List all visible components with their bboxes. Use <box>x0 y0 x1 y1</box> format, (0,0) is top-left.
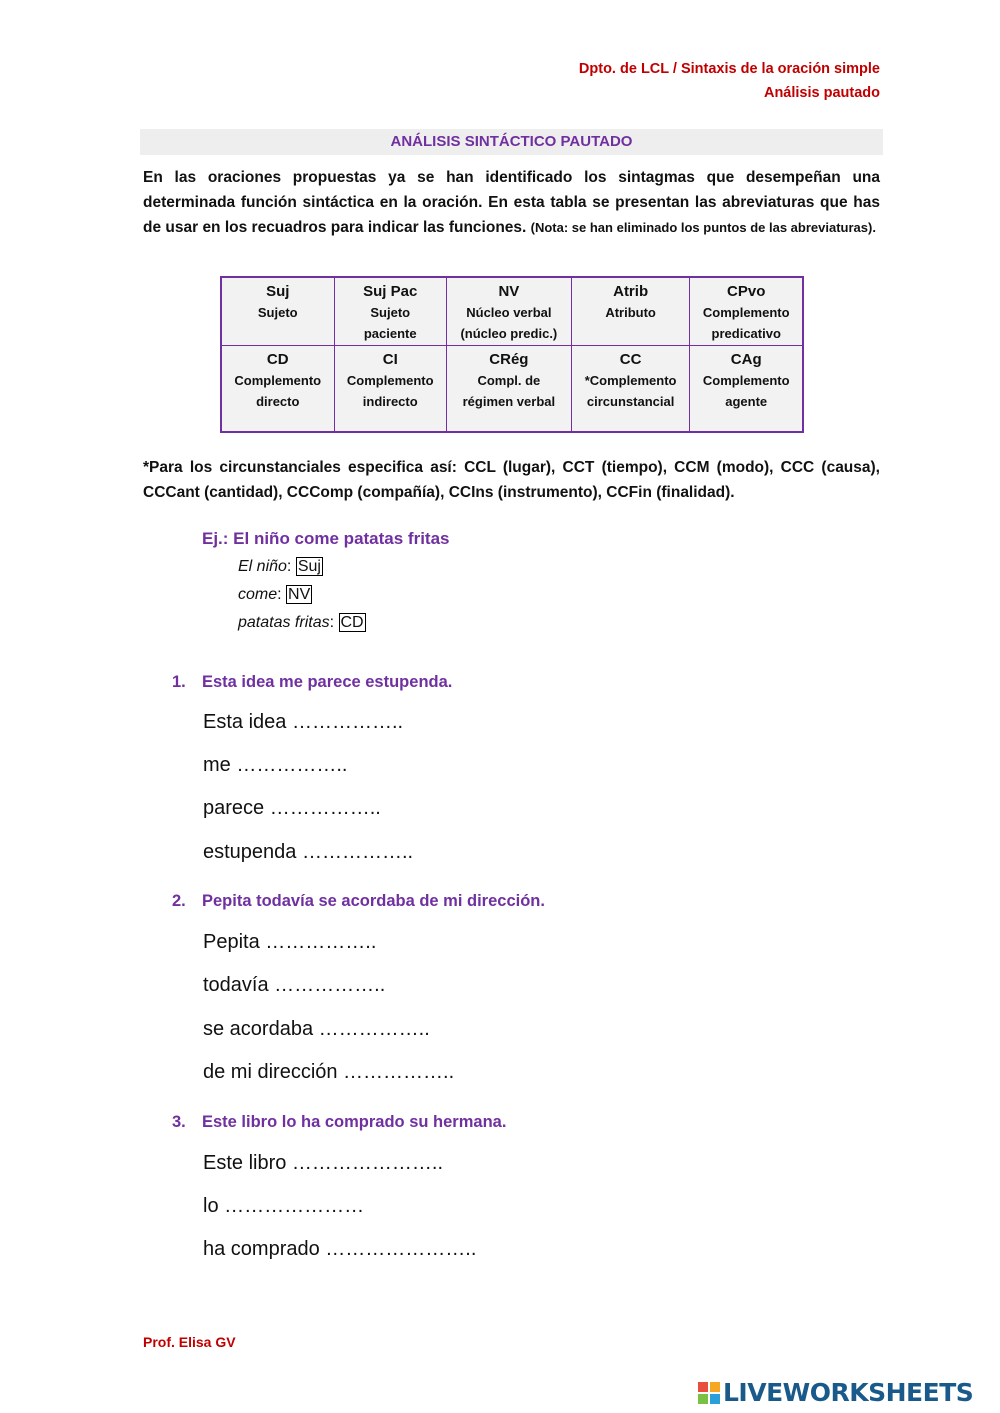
circumstantial-note: *Para los circunstanciales especifica así: CCL (lugar), CCT (tiempo), CCM (modo), CCC (causa), CCCant (cantidad), CCComp (compañía), CCIns (instrumento), CCFin (finalidad). <box>143 459 880 501</box>
question-title: 2. Pepita todavía se acordaba de mi dirección. <box>172 892 545 910</box>
answer-box[interactable]: Suj <box>297 558 321 575</box>
logo-square <box>710 1394 720 1404</box>
answer-line[interactable]: me …………….. <box>203 754 348 776</box>
liveworksheets-logo <box>698 1378 973 1407</box>
question-title: 3. Este libro lo ha comprado su hermana. <box>172 1113 507 1131</box>
answer-line[interactable]: Esta idea …………….. <box>203 711 404 733</box>
answer-box[interactable]: NV <box>288 586 311 603</box>
answer-line[interactable]: se acordaba …………….. <box>203 1018 430 1040</box>
abbreviation-table <box>220 276 804 433</box>
question-title: 1. Esta idea me parece estupenda. <box>172 673 453 691</box>
abbreviation-cell: CRég Compl. de régimen verbal <box>446 346 571 433</box>
answer-line[interactable]: ha comprado ………………….. <box>203 1238 477 1260</box>
header-dept: Dpto. de LCL / Sintaxis de la oración simple <box>578 61 880 77</box>
abbreviation-cell: CAg Complemento agente <box>690 346 803 433</box>
example-line: El niño: Suj <box>238 558 321 575</box>
abbreviation-cell: CD Complemento directo <box>221 346 334 433</box>
example-title: Ej.: El niño come patatas fritas <box>202 529 450 548</box>
answer-line[interactable]: de mi dirección …………….. <box>203 1061 455 1083</box>
answer-line[interactable]: lo ………………… <box>203 1195 365 1217</box>
example-line: come: NV <box>238 586 311 603</box>
answer-line[interactable]: parece …………….. <box>203 797 381 819</box>
logo-grid-icon <box>698 1382 720 1404</box>
answer-line[interactable]: estupenda …………….. <box>203 841 414 863</box>
page-title: ANÁLISIS SINTÁCTICO PAUTADO <box>140 129 883 155</box>
logo-text: LIVEWORKSHEETS <box>723 1378 974 1407</box>
abbreviation-cell: CPvo Complemento predicativo <box>690 277 803 346</box>
abbreviation-cell: CI Complemento indirecto <box>334 346 446 433</box>
abbreviation-cell: Suj Pac Sujeto paciente <box>334 277 446 346</box>
answer-line[interactable]: todavía …………….. <box>203 974 386 996</box>
answer-line[interactable]: Este libro ………………….. <box>203 1152 444 1174</box>
example-line: patatas fritas: CD <box>238 614 364 631</box>
abbreviation-row <box>221 346 803 433</box>
header-subtitle: Análisis pautado <box>763 85 880 101</box>
intro-text: En las oraciones propuestas ya se han identificado los sintagmas que desempeñan una determinada función sintáctica en la oración. En esta tabla se presentan las abreviaturas que has de usar en los recuadros para indicar las funciones. <box>143 169 880 236</box>
intro-paragraph <box>143 165 880 240</box>
abbreviation-row <box>221 277 803 346</box>
abbreviation-cell: Suj Sujeto <box>221 277 334 346</box>
logo-square <box>698 1394 708 1404</box>
logo-square <box>710 1382 720 1392</box>
abbreviation-cell: Atrib Atributo <box>571 277 690 346</box>
abbreviation-cell: CC *Complemento circunstancial <box>571 346 690 433</box>
logo-square <box>698 1382 708 1392</box>
answer-box[interactable]: CD <box>340 614 364 631</box>
answer-line[interactable]: Pepita …………….. <box>203 931 377 953</box>
intro-note: (Nota: se han eliminado los puntos de las abreviaturas). <box>530 220 876 235</box>
footer-author: Prof. Elisa GV <box>143 1334 236 1350</box>
abbreviation-cell: NV Núcleo verbal (núcleo predic.) <box>446 277 571 346</box>
